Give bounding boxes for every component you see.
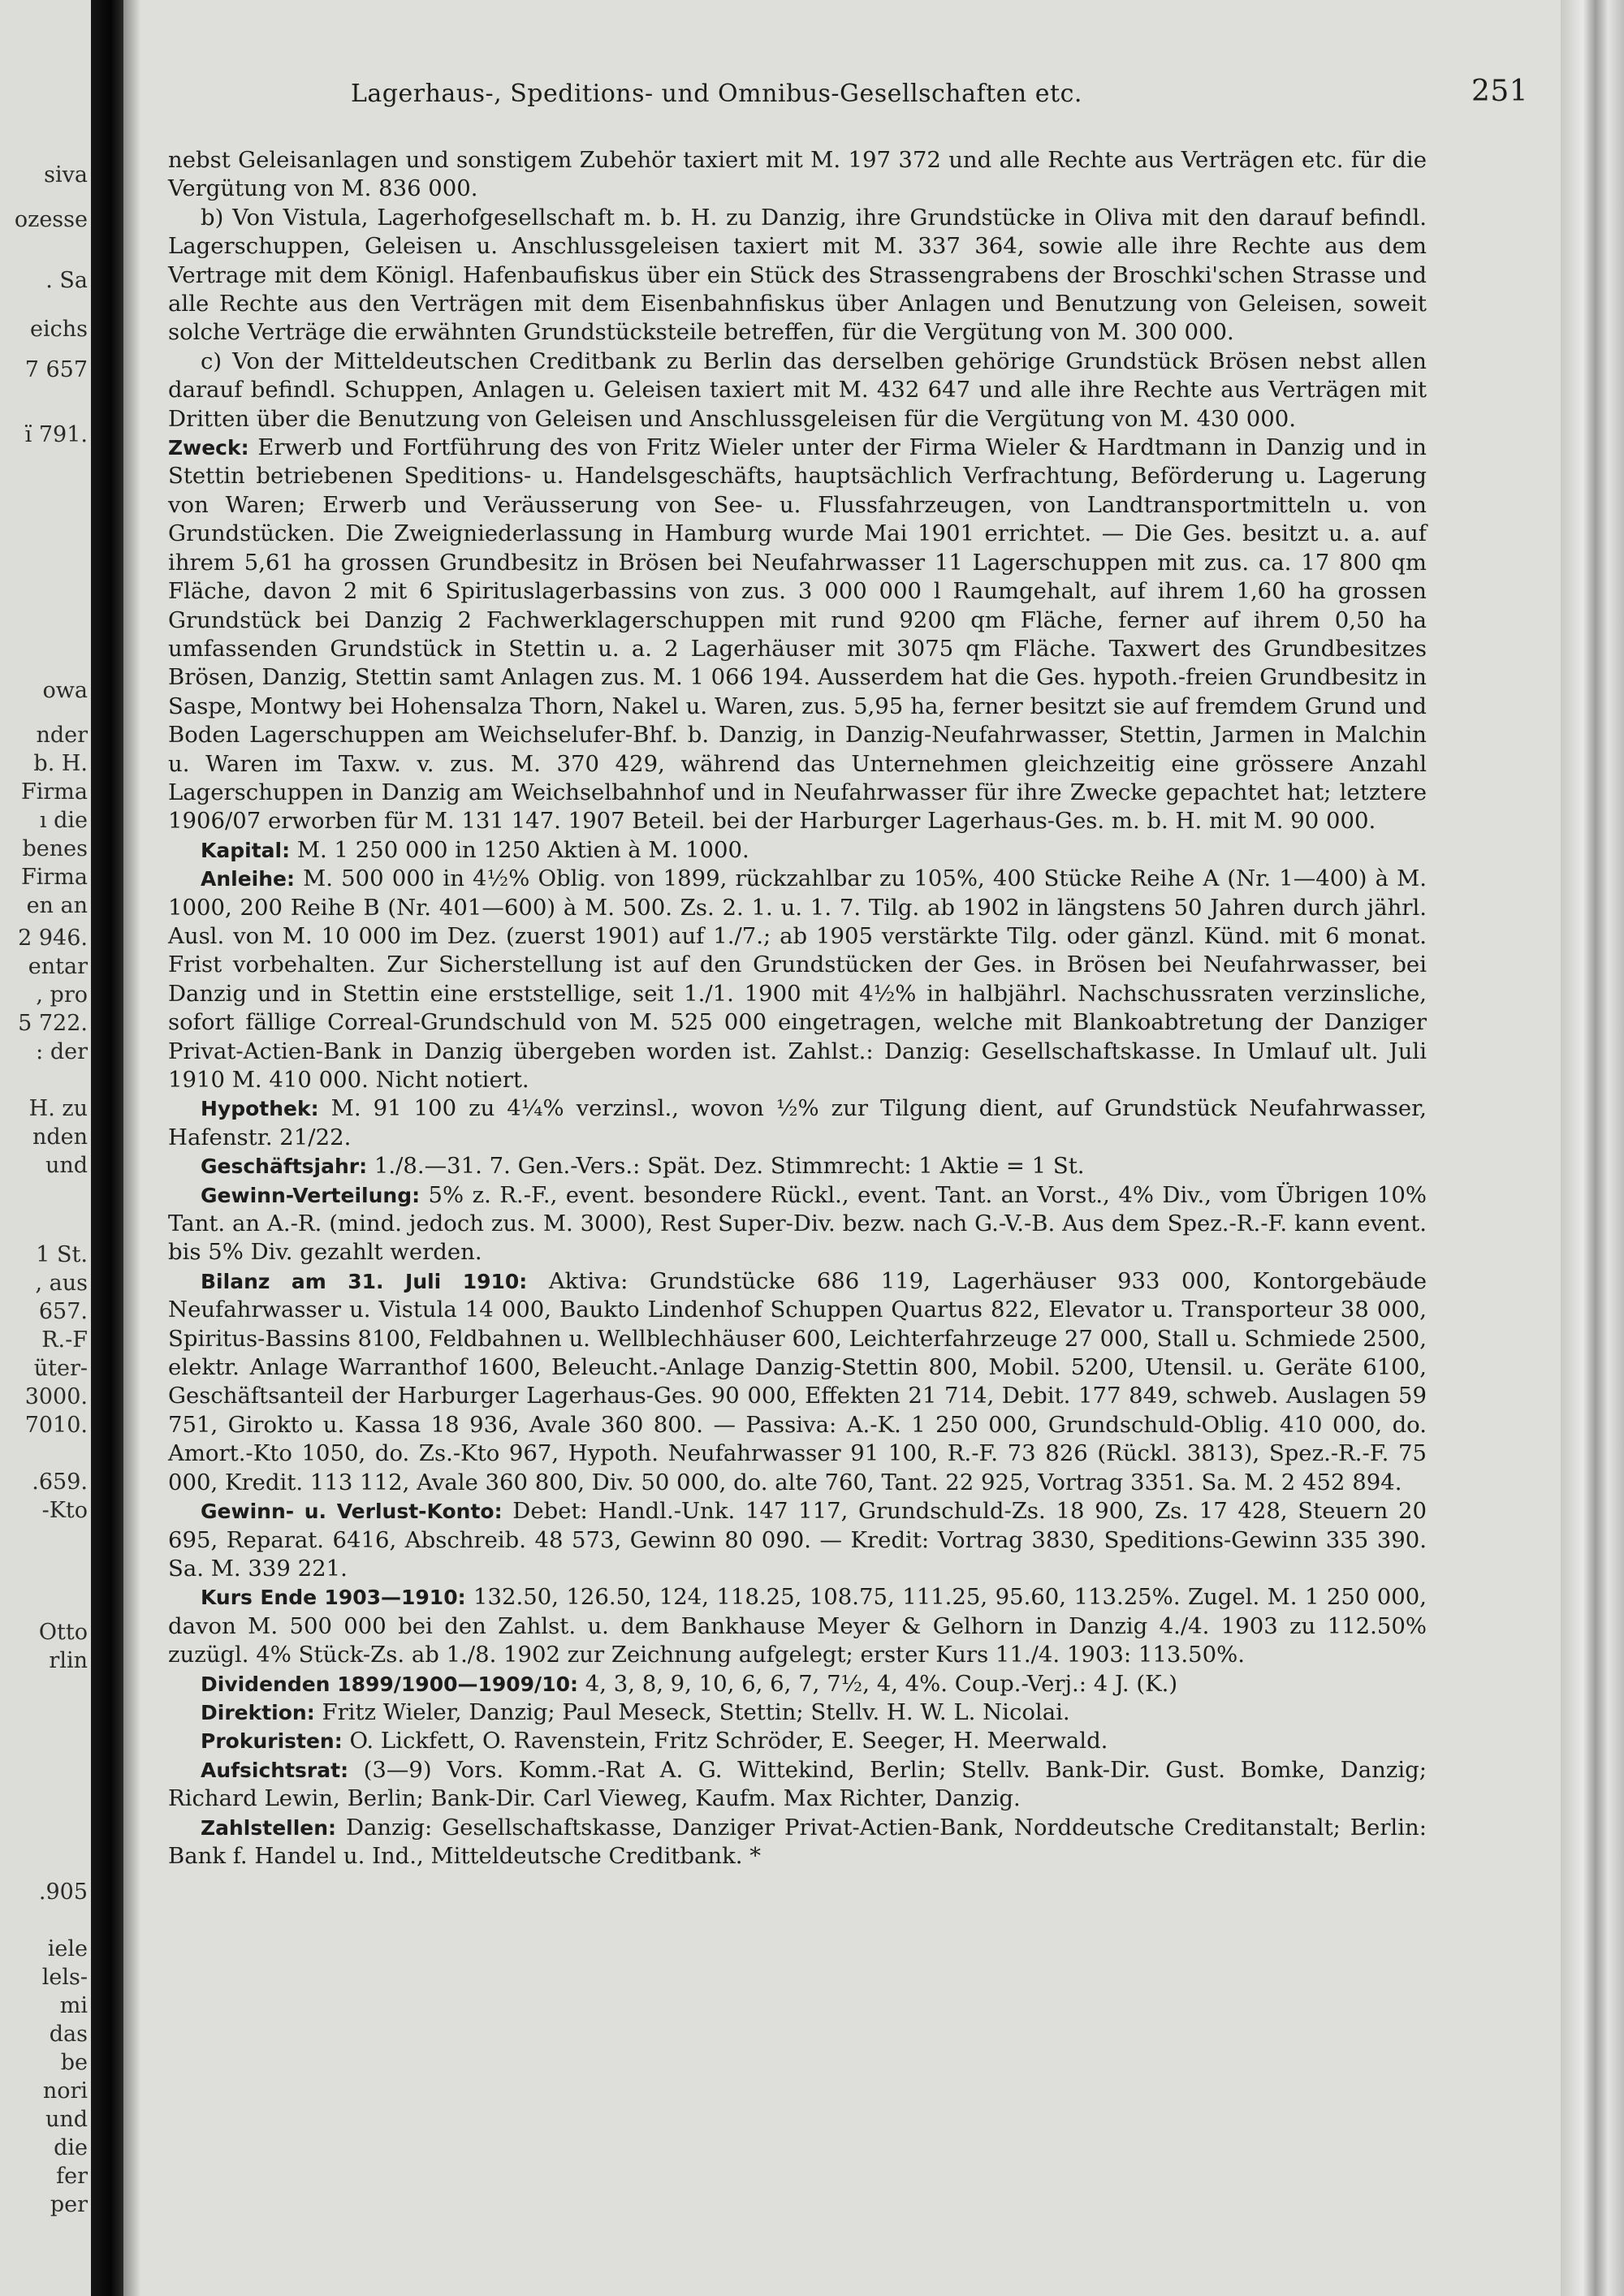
- paragraph: [168, 1152, 1427, 1180]
- margin-fragment: das: [49, 2022, 88, 2047]
- margin-fragment: entar: [28, 954, 88, 979]
- margin-fragment: owa: [42, 678, 88, 703]
- entry-text: M. 91 100 zu 4¼% verzinsl., wovon ½% zur Tilgung dient, auf Grundstück Neufahrwasser, Hafenstr. 21/22.: [168, 1095, 1427, 1150]
- margin-fragment: fer: [56, 2164, 88, 2189]
- running-title: Lagerhaus-, Speditions- und Omnibus-Gesellschaften etc.: [351, 80, 1082, 108]
- margin-fragment: b. H.: [33, 751, 88, 776]
- entry-text: Aktiva: Grundstücke 686 119, Lagerhäuser 933 000, Kontorgebäude Neufahrwasser u. Vistula 14 000, Baukto Lindenhof Schuppen Quartus 822, Elevator u. Transporteur 38 000, Spiritus-Bassins 8100, Feldbahnen u. Wellblechhäuser 600, Leichterfahrzeuge 27 000, Stall u. Schmiede 2500, elektr. Anlage Warranthof 1600, Beleucht.-Anlage Danzig-Stettin 800, Mobil. 5200, Utensil. u. Geräte 6100, Geschäftsanteil der Harburger Lagerhaus-Ges. 90 000, Effekten 21 714, Debit. 177 849, schweb. Auslagen 59 751, Girokto u. Kassa 18 936, Avale 360 800. — Passiva: A.-K. 1 250 000, Grundschuld-Oblig. 410 000, do. Amort.-Kto 1050, do. Zs.-Kto 967, Hypoth. Neufahrwasser 91 100, R.-F. 73 826 (Rückl. 3813), Spez.-R.-F. 75 000, Kredit. 113 112, Avale 360 800, Div. 50 000, do. alte 760, Tant. 22 925, Vortrag 3351. Sa. M. 2 452 894.: [168, 1267, 1427, 1495]
- entry-text: 1./8.—31. 7. Gen.-Vers.: Spät. Dez. Stimmrecht: 1 Aktie = 1 St.: [374, 1153, 1085, 1180]
- entry-text: 132.50, 126.50, 124, 118.25, 108.75, 111.25, 95.60, 113.25%. Zugel. M. 1 250 000, davon M. 500 000 bei den Zahlst. u. dem Bankhause Meyer & Gelhorn in Danzig 4./4. 1903 zu 112.50% zuzügl. 4% Stück-Zs. ab 1./8. 1902 zur Zeichnung aufgelegt; erster Kurs 11./4. 1903: 113.50%.: [168, 1584, 1427, 1668]
- paragraph: [168, 1497, 1427, 1583]
- margin-fragment: mi: [59, 1993, 88, 2018]
- margin-fragment: 657.: [38, 1299, 88, 1324]
- paragraph: [168, 1727, 1427, 1755]
- entry-label: Anleihe:: [201, 867, 295, 891]
- margin-fragment: 1 St.: [36, 1242, 88, 1267]
- book-page: [140, 0, 1561, 2296]
- margin-fragment: H. zu: [28, 1096, 88, 1121]
- margin-fragment: . Sa: [45, 268, 88, 293]
- page-edge: [1561, 0, 1624, 2296]
- entry-label: Direktion:: [201, 1700, 315, 1724]
- margin-fragment: be: [60, 2050, 88, 2075]
- paragraph: [168, 146, 1427, 204]
- entry-label: Kapital:: [201, 838, 291, 862]
- paragraph: [168, 347, 1427, 434]
- margin-fragment: R.-F: [41, 1327, 88, 1353]
- margin-fragment: , aus: [35, 1271, 88, 1296]
- entry-text: b) Von Vistula, Lagerhofgesellschaft m. b. H. zu Danzig, ihre Grundstücke in Oliva mit den darauf befindl. Lagerschuppen, Geleisen u. Anschlussgeleisen taxiert mit M. 337 364, sowie alle ihre Rechte aus dem Vertrage mit dem Königl. Hafenbaufiskus über ein Stück des Strassengrabens der Broschki'schen Strasse und alle Rechte aus den Verträgen mit dem Eisenbahnfiskus über Anlagen und Benutzung von Geleisen, soweit solche Verträge die erwähnten Grundstücksteile betreffen, für die Vergütung von M. 300 000.: [168, 204, 1427, 346]
- margin-fragment: .905: [38, 1880, 88, 1905]
- margin-fragment: Otto: [38, 1620, 88, 1645]
- entry-text: Debet: Handl.-Unk. 147 117, Grundschuld-Zs. 18 900, Zs. 17 428, Steuern 20 695, Reparat. 6416, Abschreib. 48 573, Gewinn 80 090. — Kredit: Vortrag 3830, Speditions-Gewinn 335 390. Sa. M. 339 221.: [168, 1498, 1427, 1582]
- entry-text: (3—9) Vors. Komm.-Rat A. G. Wittekind, Berlin; Stellv. Bank-Dir. Gust. Bomke, Danzig; Richard Lewin, Berlin; Bank-Dir. Carl Vieweg, Kaufm. Max Richter, Danzig.: [168, 1756, 1427, 1812]
- margin-fragment: und: [45, 2107, 88, 2132]
- margin-fragment: 5 722.: [18, 1011, 88, 1036]
- paragraph: [168, 204, 1427, 347]
- margin-fragment: eichs: [30, 317, 88, 342]
- entry-label: Zahlstellen:: [201, 1815, 337, 1840]
- margin-fragment: .659.: [32, 1470, 88, 1495]
- entry-text: Erwerb und Fortführung des von Fritz Wieler unter der Firma Wieler & Hardtmann in Danzig und in Stettin betriebenen Speditions- u. Handelsgeschäfts, hauptsächlich Verfrachtung, Beförderung u. Lagerung von Waren; Erwerb und Veräusserung von See- u. Flussfahrzeugen, von Landtransportmitteln u. von Grundstücken. Die Zweigniederlassung in Hamburg wurde Mai 1901 errichtet. — Die Ges. besitzt u. a. auf ihrem 5,61 ha grossen Grundbesitz in Brösen bei Neufahrwasser 11 Lagerschuppen mit zus. ca. 17 800 qm Fläche, davon 2 mit 6 Spirituslagerbassins von zus. 3 000 000 l Raumgehalt, auf ihrem 1,60 ha grossen Grundstück bei Danzig 2 Fachwerklagerschuppen mit rund 9200 qm Fläche, ferner auf ihrem 0,50 ha umfassenden Grundstück in Stettin u. a. 2 Lagerhäuser mit 3075 qm Fläche. Taxwert des Grundbesitzes Brösen, Danzig, Stettin samt Anlagen zus. M. 1 066 194. Ausserdem hat die Ges. hypoth.-freien Grundbesitz in Saspe, Montwy bei Hohensalza Thorn, Nakel u. Waren, zus. 5,95 ha, ferner besitzt sie auf fremdem Grund und Boden Lagerschuppen am Weichselufer-Bhf. b. Danzig, in Danzig-Neufahrwasser, Stettin, Jarmen in Malchin u. Waren im Taxw. v. zus. M. 370 429, während das Unternehmen gleichzeitig eine grössere Anzahl Lagerschuppen in Danzig am Weichselbahnhof und in Neufahrwasser für ihre Zwecke gepachtet hat; letztere 1906/07 erworben für M. 131 147. 1907 Beteil. bei der Harburger Lagerhaus-Ges. m. b. H. mit M. 90 000.: [168, 434, 1427, 835]
- margin-fragment: en an: [26, 893, 88, 918]
- margin-fragment: nori: [42, 2078, 88, 2104]
- entry-label: Aufsichtsrat:: [201, 1758, 349, 1782]
- margin-fragment: siva: [44, 162, 88, 188]
- entry-label: Gewinn- u. Verlust-Konto:: [201, 1500, 503, 1524]
- paragraph: [168, 434, 1427, 836]
- margin-fragment: ozesse: [14, 207, 88, 232]
- paragraph: [168, 1756, 1427, 1814]
- margin-fragment: iele: [47, 1936, 88, 1962]
- margin-fragment: : der: [36, 1039, 88, 1064]
- paragraph: [168, 1670, 1427, 1698]
- entry-text: M. 500 000 in 4½% Oblig. von 1899, rückzahlbar zu 105%, 400 Stücke Reihe A (Nr. 1—400) à M. 1000, 200 Reihe B (Nr. 401—600) à M. 500. Zs. 2. 1. u. 1. 7. Tilg. ab 1902 in längstens 50 Jahren durch jährl. Ausl. von M. 10 000 im Dez. (zuerst 1901) auf 1./7.; ab 1905 verstärkte Tilg. oder gänzl. Künd. mit 6 monat. Frist vorbehalten. Zur Sicherstellung ist auf den Grundstücken der Ges. in Brösen bei Neufahrwasser, bei Danzig und in Stettin eine erststellige, seit 1./1. 1900 mit 4½% in halbjährl. Nachschussraten verzinsliche, sofort fällige Correal-Grundschuld von M. 525 000 eingetragen, welche mit Blankoabtretung der Danziger Privat-Actien-Bank in Danzig übergeben worden ist. Zahlst.: Danzig: Gesellschaftskasse. In Umlauf ult. Juli 1910 M. 410 000. Nicht notiert.: [168, 865, 1427, 1093]
- entry-text: 4, 3, 8, 9, 10, 6, 6, 7, 7½, 4, 4%. Coup.-Verj.: 4 J. (K.): [585, 1670, 1178, 1697]
- paragraph: [168, 1583, 1427, 1669]
- margin-fragment: nden: [32, 1124, 88, 1150]
- entry-text: Danzig: Gesellschaftskasse, Danziger Privat-Actien-Bank, Norddeutsche Creditanstalt; Berlin: Bank f. Handel u. Ind., Mitteldeutsche Creditbank. *: [168, 1814, 1427, 1869]
- entry-label: Zweck:: [168, 436, 249, 460]
- entry-text: Fritz Wieler, Danzig; Paul Meseck, Stettin; Stellv. H. W. L. Nicolai.: [322, 1698, 1070, 1725]
- paragraph: [168, 1094, 1427, 1152]
- margin-fragment: die: [54, 2135, 88, 2160]
- entry-label: Gewinn-Verteilung:: [201, 1183, 421, 1207]
- margin-fragment: , pro: [36, 982, 88, 1008]
- entry-label: Prokuristen:: [201, 1729, 343, 1754]
- entry-label: Bilanz am 31. Juli 1910:: [201, 1269, 528, 1293]
- facing-page-strip: [0, 0, 91, 2296]
- page-body: [168, 146, 1427, 1871]
- margin-fragment: -Kto: [41, 1498, 88, 1523]
- margin-fragment: 7010.: [24, 1413, 88, 1438]
- entry-label: Hypothek:: [201, 1097, 319, 1121]
- margin-fragment: üter-: [33, 1356, 88, 1381]
- margin-fragment: Firma: [21, 865, 88, 890]
- margin-fragment: und: [45, 1153, 88, 1178]
- paragraph: [168, 1814, 1427, 1871]
- margin-fragment: per: [50, 2192, 88, 2217]
- margin-fragment: 3000.: [24, 1384, 88, 1409]
- paragraph: [168, 1181, 1427, 1267]
- margin-fragment: ï 791.: [24, 422, 88, 447]
- page-number: 251: [1471, 75, 1529, 108]
- margin-fragment: rlin: [49, 1648, 88, 1673]
- entry-label: Kurs Ende 1903—1910:: [201, 1586, 466, 1610]
- paragraph: [168, 1267, 1427, 1497]
- book-gutter: [91, 0, 123, 2296]
- paragraph: [168, 836, 1427, 865]
- gutter-shadow: [123, 0, 140, 2296]
- margin-fragment: benes: [22, 836, 88, 861]
- margin-fragment: Firma: [21, 779, 88, 805]
- entry-label: Geschäftsjahr:: [201, 1154, 368, 1179]
- paragraph: [168, 1698, 1427, 1727]
- margin-fragment: ı die: [39, 808, 88, 833]
- paragraph: [168, 865, 1427, 1094]
- margin-fragment: 2 946.: [18, 926, 88, 951]
- entry-text: nebst Geleisanlagen und sonstigem Zubehör taxiert mit M. 197 372 und alle Rechte aus Verträgen etc. für die Vergütung von M. 836 000.: [168, 147, 1427, 202]
- entry-text: c) Von der Mitteldeutschen Creditbank zu Berlin das derselben gehörige Grundstück Brösen nebst allen darauf befindl. Schuppen, Anlagen u. Geleisen taxiert mit M. 432 647 und alle ihre Rechte aus Verträgen mit Dritten über die Benutzung von Geleisen und Anschlussgeleisen für die Vergütung von M. 430 000.: [168, 347, 1427, 432]
- margin-fragment: 7 657: [24, 357, 88, 382]
- margin-fragment: nder: [36, 723, 88, 748]
- entry-text: O. Lickfett, O. Ravenstein, Fritz Schröder, E. Seeger, H. Meerwald.: [349, 1728, 1108, 1754]
- entry-label: Dividenden 1899/1900—1909/10:: [201, 1672, 578, 1696]
- margin-fragment: lels-: [41, 1965, 88, 1990]
- entry-text: M. 1 250 000 in 1250 Aktien à M. 1000.: [296, 836, 749, 863]
- entry-text: 5% z. R.-F., event. besondere Rückl., event. Tant. an Vorst., 4% Div., vom Übrigen 10% Tant. an A.-R. (mind. jedoch zus. M. 3000), Rest Super-Div. bezw. nach G.-V.-B. Aus dem Spez.-R.-F. kann event. bis 5% Div. gezahlt werden.: [168, 1181, 1427, 1266]
